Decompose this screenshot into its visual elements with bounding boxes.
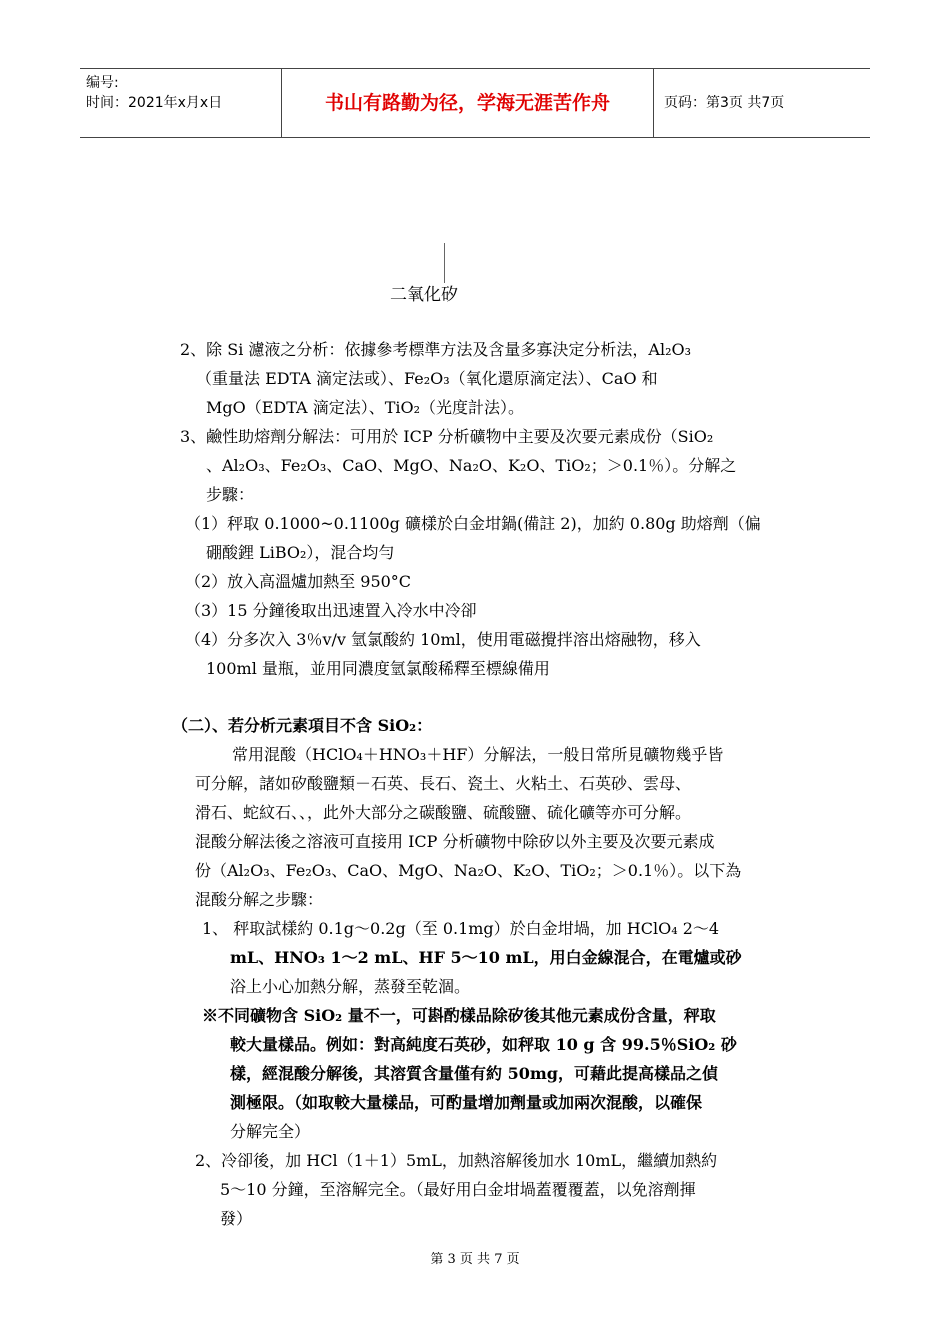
page-info: 页码：第3页 共7页 [664, 95, 785, 111]
arrow-line [444, 243, 445, 283]
section-heading: （二）、若分析元素項目不含 SiO₂： [172, 716, 433, 735]
text-line: 混酸分解之步驟： [195, 890, 324, 909]
note-line: ※不同礦物含 SiO₂ 量不一，可斟酌樣品除矽後其他元素成份含量，秤取 [202, 1006, 716, 1025]
note-line: 樣，經混酸分解後，其溶質含量僅有約 50mg，可藉此提高樣品之偵 [230, 1064, 718, 1083]
text-line: MgO（EDTA 滴定法）、TiO₂（光度計法）。 [206, 398, 525, 417]
section-title: 二氧化矽 [390, 285, 458, 305]
text-line: 混酸分解法後之溶液可直接用 ICP 分析礦物中除矽以外主要及次要元素成 [195, 832, 715, 851]
text-line: 100ml 量瓶，並用同濃度氫氯酸稀釋至標線備用 [206, 659, 550, 678]
text-line: 浴上小心加熱分解，蒸發至乾涸。 [230, 977, 471, 996]
text-line: （3）15 分鐘後取出迅速置入冷水中冷卻 [185, 601, 477, 620]
text-line: 步驟： [206, 485, 255, 504]
text-line: （重量法 EDTA 滴定法或）、Fe₂O₃（氧化還原滴定法）、CaO 和 [196, 369, 658, 388]
text-line: （4）分多次入 3％v/v 氫氯酸約 10ml，使用電磁攪拌溶出熔融物，移入 [185, 630, 701, 649]
text-line: 2、冷卻後，加 HCl（1＋1）5mL，加熱溶解後加水 10mL，繼續加熱約 [195, 1151, 718, 1170]
text-line: 1、 秤取試樣約 0.1g〜0.2g（至 0.1mg）於白金坩堝，加 HClO₄ 2〜4 [202, 919, 720, 938]
code-label: 编号: [86, 75, 119, 91]
note-line: 分解完全） [230, 1122, 311, 1141]
page-footer: 第 3 页 共 7 页 [430, 1252, 520, 1267]
text-line: （1）秤取 0.1000~0.1100g 礦樣於白金坩鍋(備註 2)，加約 0.80g 助熔劑（偏 [185, 514, 761, 533]
text-line: mL、HNO₃ 1〜2 mL、HF 5〜10 mL，用白金線混合，在電爐或砂 [230, 948, 742, 967]
time-label: 时间：2021年x月x日 [86, 95, 223, 111]
text-line: 滑石、蛇紋石、、，此外大部分之碳酸鹽、硫酸鹽、硫化礦等亦可分解。 [195, 803, 692, 822]
text-line: 2、除 Si 濾液之分析：依據參考標準方法及含量多寡決定分析法，Al₂O₃ [180, 340, 692, 359]
text-line: 發） [220, 1209, 253, 1228]
text-line: 、Al₂O₃、Fe₂O₃、CaO、MgO、Na₂O、K₂O、TiO₂；＞0.1％）。分解之 [206, 456, 737, 475]
note-line: 較大量樣品。例如：對高純度石英砂，如秤取 10 g 含 99.5％SiO₂ 砂 [230, 1035, 737, 1054]
text-line: 常用混酸（HClO₄＋HNO₃＋HF）分解法，一般日常所見礦物幾乎皆 [232, 745, 724, 764]
text-line: 份（Al₂O₃、Fe₂O₃、CaO、MgO、Na₂O、K₂O、TiO₂；＞0.1％）。以下為 [195, 861, 742, 880]
text-line: 可分解，諸如矽酸鹽類－石英、長石、瓷土、火粘土、石英砂、雲母、 [195, 774, 692, 793]
header-table [80, 68, 870, 138]
motto: 书山有路勤为径，学海无涯苦作舟 [282, 69, 654, 137]
text-line: 硼酸鋰 LiBO₂），混合均勻 [206, 543, 395, 562]
text-line: （2）放入高溫爐加熱至 950°C [185, 572, 412, 591]
text-line: 5〜10 分鐘，至溶解完全。（最好用白金坩堝蓋覆覆蓋，以免溶劑揮 [220, 1180, 696, 1199]
text-line: 3、鹼性助熔劑分解法：可用於 ICP 分析礦物中主要及次要元素成份（SiO₂ [180, 427, 714, 446]
header-meta [80, 69, 282, 137]
note-line: 測極限。（如取較大量樣品，可酌量增加劑量或加兩次混酸，以確保 [230, 1093, 703, 1112]
